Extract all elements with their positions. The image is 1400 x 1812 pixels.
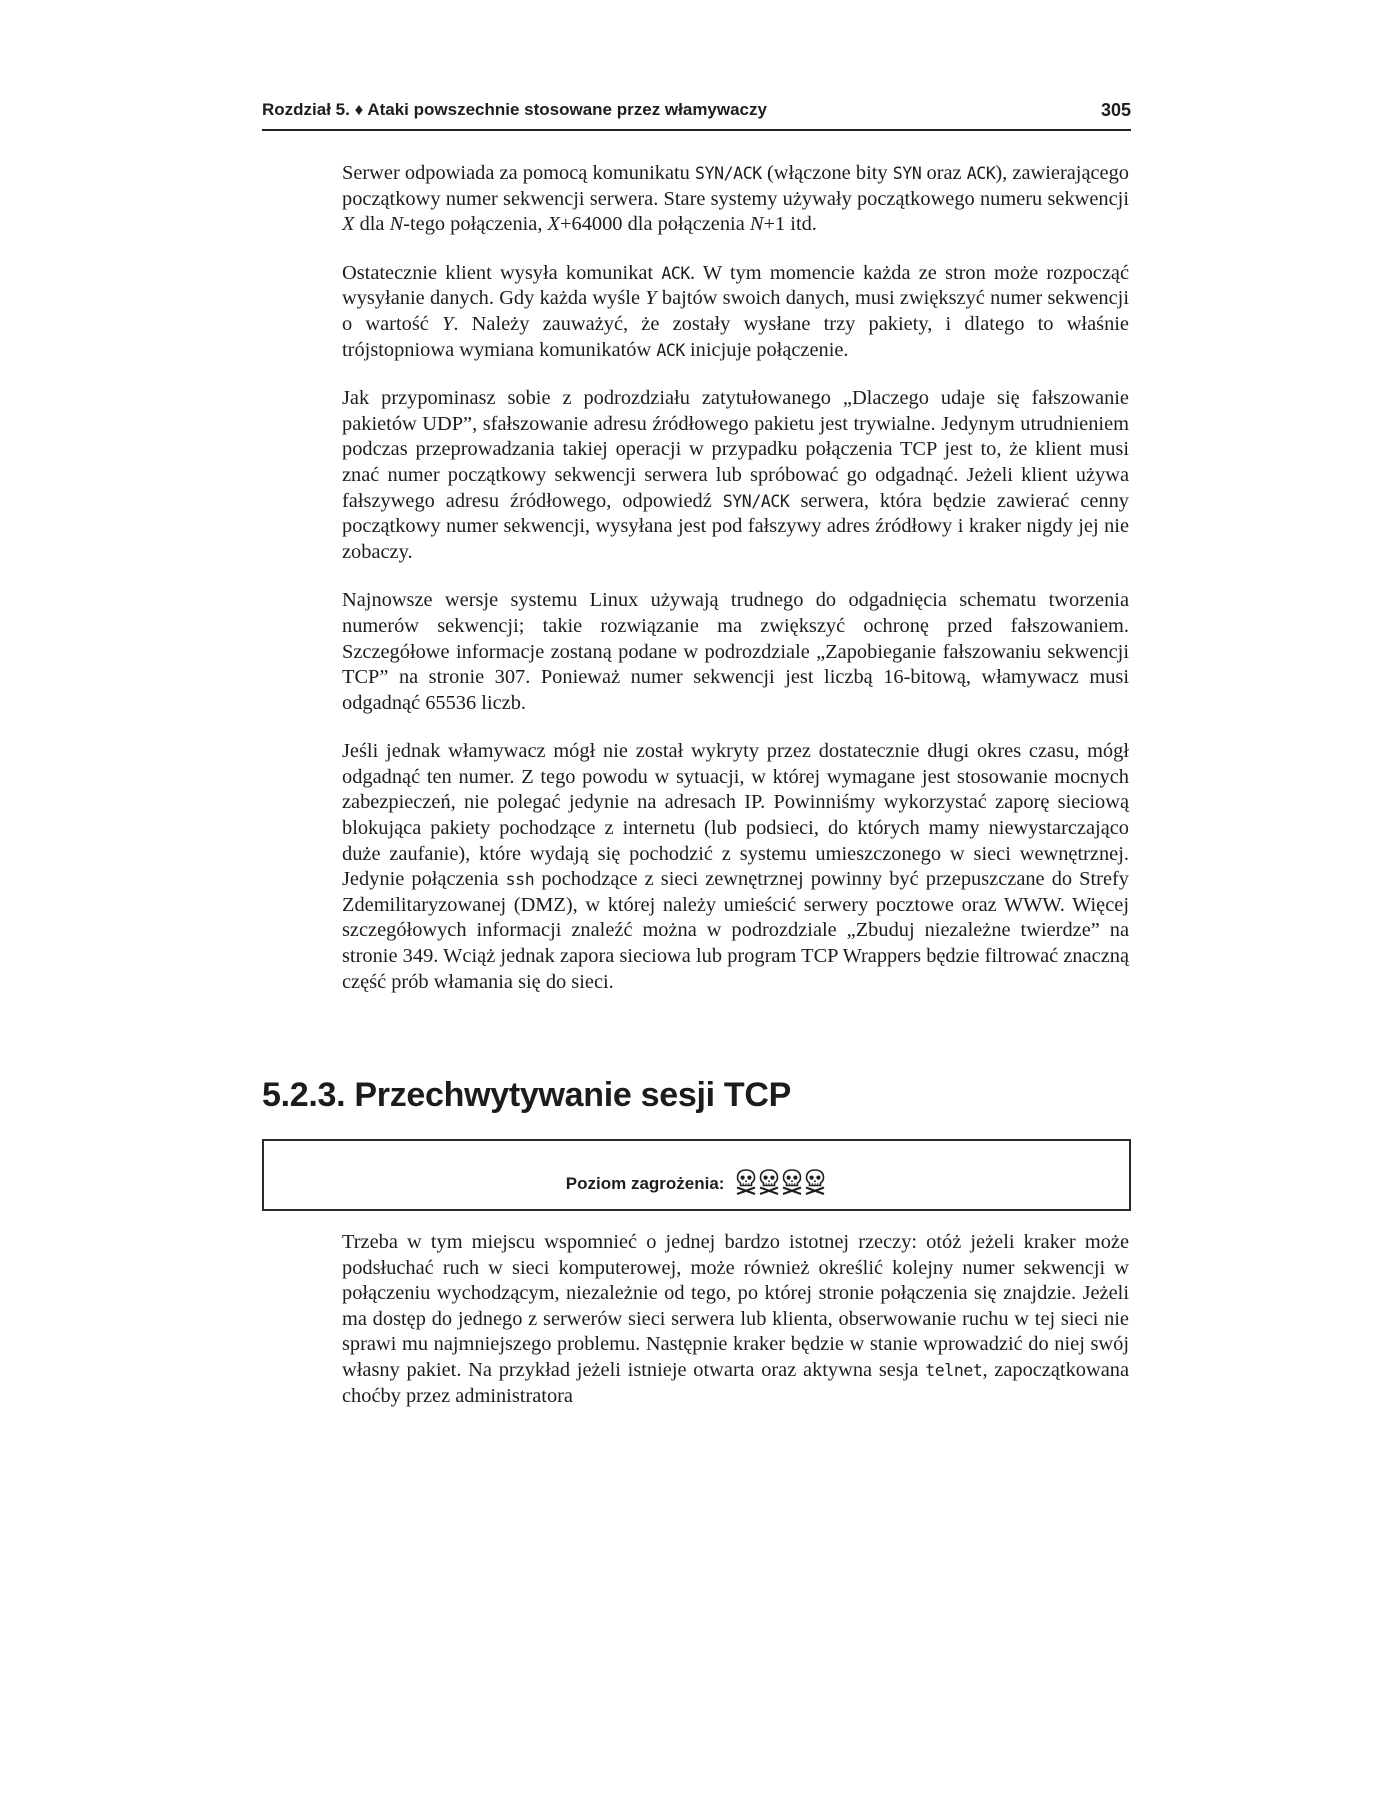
threat-level-label: Poziom zagrożenia:: [565, 1174, 725, 1193]
italic-variable: Y: [442, 312, 454, 335]
code-term: SYN/ACK: [722, 491, 790, 511]
threat-level-rating: [735, 1169, 827, 1200]
paragraph: [342, 588, 1129, 716]
code-term: ssh: [505, 870, 535, 890]
text-run: Trzeba w tym miejscu wspomnieć o jednej bardzo istotnej rzeczy: otóż jeżeli kraker może podsłuchać ruch w sieci komputerowej, może również określić kolejny numer sekwencji w połączeniu wychodzącym, niezależnie od tego, po której stronie połączenia się znajdzie. Jeżeli ma dostęp do jednego z serwerów sieci serwera lub klienta, obserwowanie ruchu w tej sieci nie sprawi mu najmniejszego problemu. Następnie kraker będzie w stanie wprowadzić do niej swój własny pakiet. Na przykład jeżeli istnieje otwarta oraz aktywna sesja: [342, 1231, 1129, 1381]
text-run: (włączone bity: [761, 162, 893, 184]
text-run: . Należy zauważyć, że zostały wysłane trzy pakiety, i dlatego to właśnie trójstopniowa wymiana komunikatów: [342, 312, 1129, 361]
paragraph: [342, 739, 1129, 995]
skull-crossbones-icon: [758, 1169, 780, 1195]
text-run: Jak przypominasz sobie z podrozdziału zatytułowanego „Dlaczego udaje się fałszowanie pakietów UDP”, sfałszowanie adresu źródłowego pakietu jest trywialne. Jedynym utrudnieniem podczas przeprowadzania takiej operacji w przypadku połączenia TCP jest to, że klient musi znać numer początkowy sekwencji serwera lub spróbować go odgadnąć. Jeżeli klient używa fałszywego adresu źródłowego, odpowiedź: [342, 387, 1129, 512]
text-run: pochodzące z sieci zewnętrznej powinny być przepuszczane do Strefy Zdemilitaryzowanej (DMZ), w której należy umieścić serwery pocztowe oraz WWW. Więcej szczegółowych informacji znaleźć można w podrozdziale „Zbuduj niezależne twierdze” na stronie 349. Wciąż jednak zapora sieciowa lub program TCP Wrappers będzie filtrować znaczną część prób włamania się do sieci.: [342, 868, 1129, 993]
text-run: +64000 dla połączenia: [560, 213, 750, 236]
text-run: oraz: [921, 162, 967, 184]
running-title: Rozdział 5. ♦ Ataki powszechnie stosowane przez włamywaczy: [262, 100, 767, 119]
threat-level-row: [264, 1169, 1129, 1200]
text-run: , zapoczątkowana choćby przez administratora: [342, 1358, 1129, 1407]
threat-level-box: [262, 1139, 1131, 1211]
paragraph: [342, 1230, 1129, 1409]
code-term: ACK: [656, 340, 685, 360]
text-run: Jeśli jednak włamywacz mógł nie został wykryty przez dostatecznie długi okres czasu, mógł odgadnąć ten numer. Z tego powodu w sytuacji, w której wymagane jest stosowanie mocnych zabezpieczeń, nie polegać jedynie na adresach IP. Powinniśmy wykorzystać zaporę sieciową blokująca pakiety pochodzące z internetu (lub podsieci, do których mamy niewystarczająco duże zaufanie), które wydają się pochodzić z systemu umieszczonego w sieci wewnętrznej. Jedynie połączenia: [342, 740, 1129, 891]
paragraph: [342, 386, 1129, 565]
text-run: ), zawierającego początkowy numer sekwencji serwera. Stare systemy używały początkowego numeru sekwencji: [342, 162, 1129, 210]
italic-variable: N: [749, 213, 764, 236]
italic-variable: X: [547, 213, 561, 236]
italic-variable: Y: [645, 287, 657, 310]
italic-variable: N: [389, 213, 404, 236]
paragraph: [342, 261, 1129, 363]
page-number: 305: [1100, 100, 1131, 120]
text-run: bajtów swoich danych, musi zwiększyć numer sekwencji o wartość: [342, 287, 1129, 335]
paragraph: [342, 161, 1129, 238]
section-heading: 5.2.3. Przechwytywanie sesji TCP: [262, 1076, 791, 1114]
italic-variable: X: [342, 213, 355, 236]
running-header: [262, 99, 1131, 131]
body-text: [342, 1230, 1129, 1409]
skull-crossbones-icon: [804, 1169, 826, 1195]
body-text: [342, 161, 1129, 1018]
text-run: Serwer odpowiada za pomocą komunikatu: [342, 162, 696, 184]
text-run: +1 itd.: [763, 213, 817, 236]
text-run: Ostatecznie klient wysyła komunikat: [342, 261, 662, 284]
code-term: ACK: [966, 164, 996, 183]
text-run: Najnowsze wersje systemu Linux używają trudnego do odgadnięcia schematu tworzenia numerów sekwencji; takie rozwiązanie ma zwiększyć ochronę przed fałszowaniem. Szczegółowe informacje zostaną podane w podrozdziale „Zapobieganie fałszowaniu sekwencji TCP” na stronie 307. Ponieważ numer sekwencji jest liczbą 16-bitową, włamywacz musi odgadnąć 65536 liczb.: [342, 589, 1129, 714]
code-term: ACK: [661, 263, 690, 283]
skull-crossbones-icon: [735, 1169, 757, 1195]
text-run: serwera, która będzie zawierać cenny początkowy numer sekwencji, wysyłana jest pod fałszywy adres źródłowy i kraker nigdy jej nie zobaczy.: [342, 489, 1129, 563]
text-run: . W tym momencie każda ze stron może rozpocząć wysyłanie danych. Gdy każda wyśle: [342, 261, 1129, 310]
text-run: -tego połączenia,: [403, 213, 548, 236]
code-term: SYN/ACK: [695, 164, 762, 183]
code-term: SYN: [892, 164, 922, 183]
skull-crossbones-icon: [781, 1169, 803, 1195]
code-term: telnet: [925, 1360, 983, 1380]
text-run: inicjuje połączenie.: [684, 338, 849, 361]
text-run: dla: [354, 213, 390, 236]
